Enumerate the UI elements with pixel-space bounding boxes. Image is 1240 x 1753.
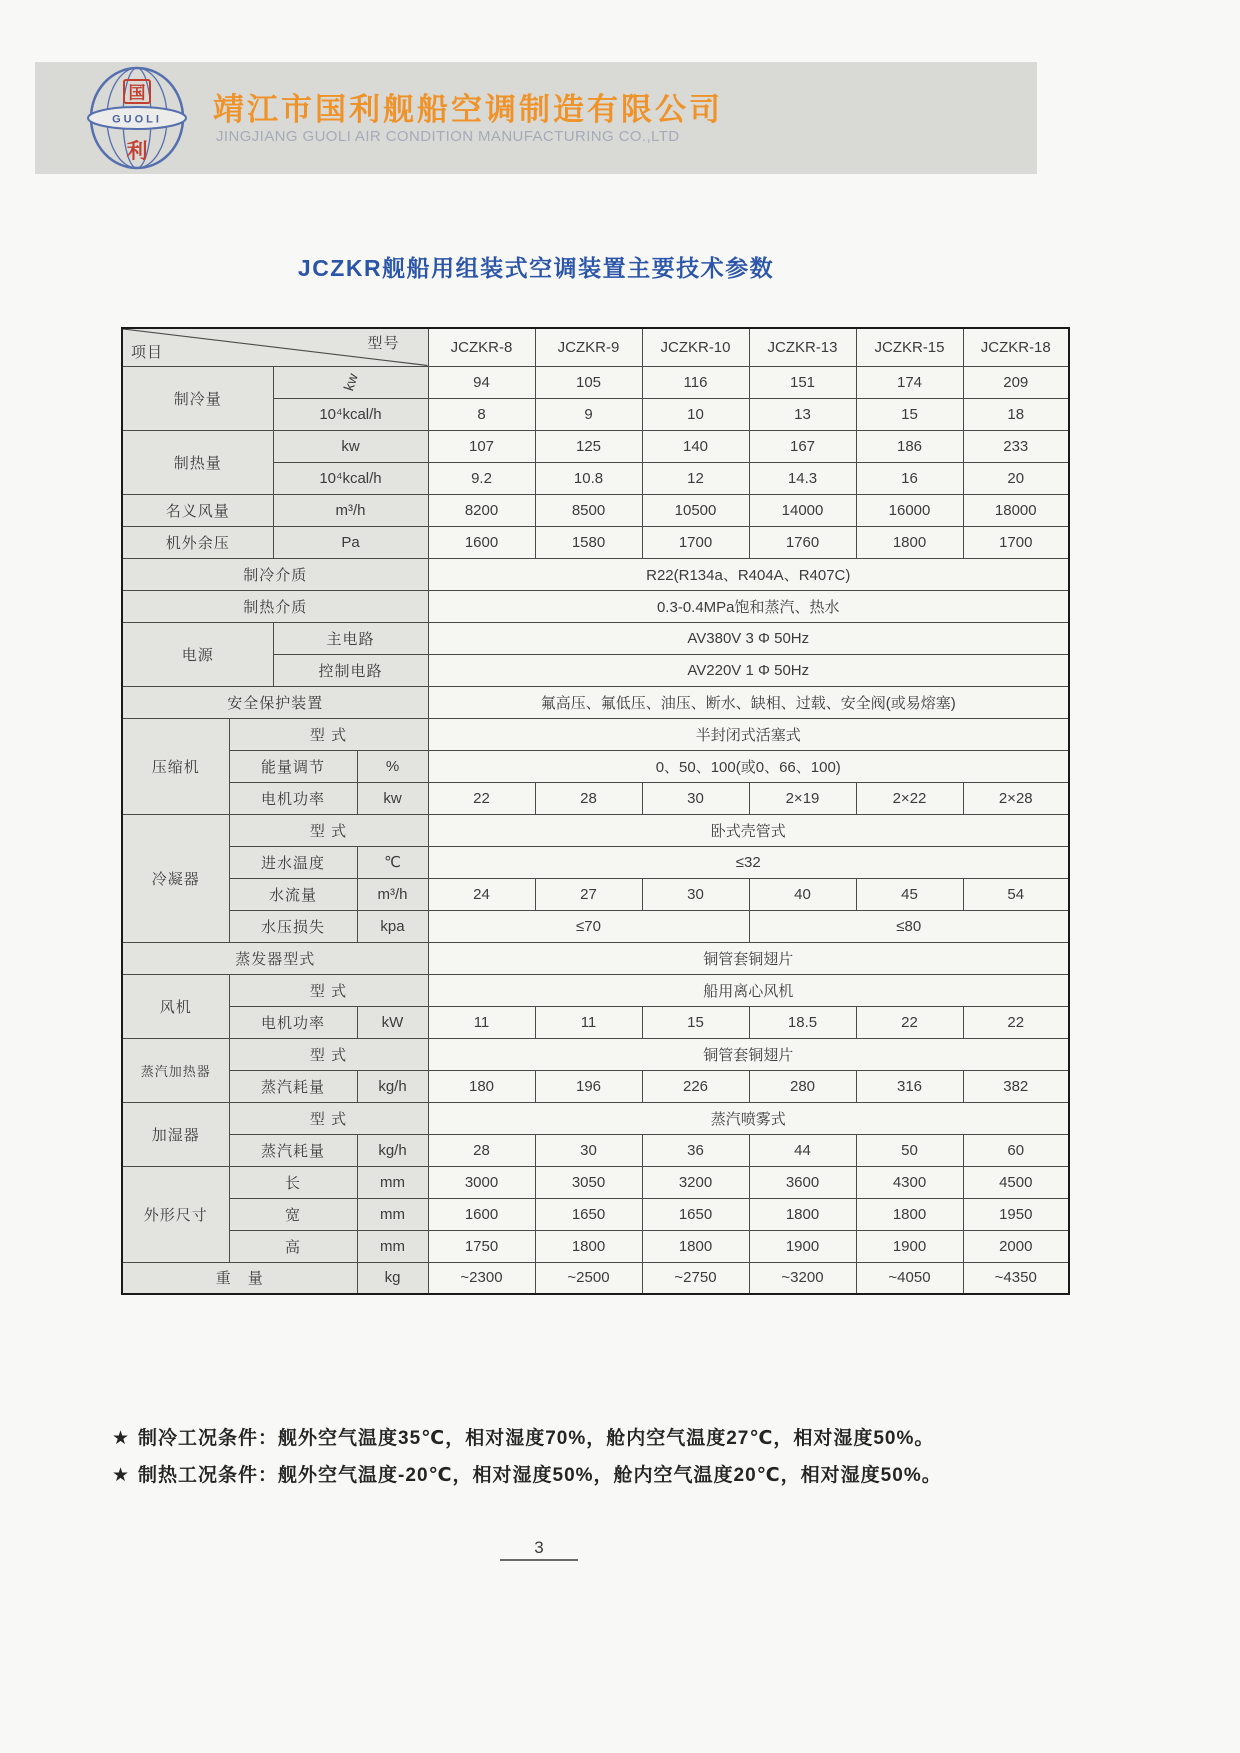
value-cell: 15	[856, 398, 963, 430]
value-cell: 1600	[428, 1198, 535, 1230]
value-cell: 2×22	[856, 782, 963, 814]
table-row	[122, 1166, 1069, 1198]
table-row	[122, 846, 1069, 878]
value-cell: 1650	[642, 1198, 749, 1230]
unit-kgh: kg/h	[357, 1070, 428, 1102]
table-row	[122, 1134, 1069, 1166]
value-cell: 30	[642, 878, 749, 910]
model-header: JCZKR-10	[642, 328, 749, 366]
value-cell: 11	[535, 1006, 642, 1038]
label-water-loss: 水压损失	[229, 910, 357, 942]
value-cell: ~2750	[642, 1262, 749, 1294]
value-inlet-temp: ≤32	[428, 846, 1069, 878]
value-water-loss-right: ≤80	[749, 910, 1069, 942]
unit-mm: mm	[357, 1166, 428, 1198]
value-cell: 1800	[856, 1198, 963, 1230]
company-name: 靖江市国利舰船空调制造有限公司	[213, 92, 723, 127]
model-header: JCZKR-9	[535, 328, 642, 366]
label-water-flow: 水流量	[229, 878, 357, 910]
value-cell: 1800	[535, 1230, 642, 1262]
table-row	[122, 590, 1069, 622]
star-icon: ★	[112, 1428, 131, 1449]
value-cell: 20	[963, 462, 1069, 494]
value-cell: 1600	[428, 526, 535, 558]
unit-kg: kg	[357, 1262, 428, 1294]
model-header: JCZKR-15	[856, 328, 963, 366]
table-row	[122, 974, 1069, 1006]
value-cell: 13	[749, 398, 856, 430]
star-icon: ★	[112, 1465, 131, 1486]
table-row	[122, 494, 1069, 526]
value-cell: ~2300	[428, 1262, 535, 1294]
value-cell: ~4050	[856, 1262, 963, 1294]
value-cell: 209	[963, 366, 1069, 398]
value-cell: 11	[428, 1006, 535, 1038]
model-header: JCZKR-18	[963, 328, 1069, 366]
value-cell: 4500	[963, 1166, 1069, 1198]
unit-celsius: ℃	[357, 846, 428, 878]
value-cell: 1950	[963, 1198, 1069, 1230]
value-cell: 107	[428, 430, 535, 462]
unit-kw: kw	[357, 782, 428, 814]
value-cell: 167	[749, 430, 856, 462]
label-type: 型 式	[229, 814, 428, 846]
table-row	[122, 558, 1069, 590]
unit-kcal: 10⁴kcal/h	[273, 398, 428, 430]
value-cell: 45	[856, 878, 963, 910]
unit-pa: Pa	[273, 526, 428, 558]
table-row	[122, 1038, 1069, 1070]
value-cell: 8	[428, 398, 535, 430]
table-row	[122, 1006, 1069, 1038]
label-condenser: 冷凝器	[122, 814, 229, 942]
value-cell: 28	[428, 1134, 535, 1166]
value-cell: 94	[428, 366, 535, 398]
label-type: 型 式	[229, 1038, 428, 1070]
page-number: 3	[500, 1538, 578, 1561]
value-cell: 1900	[749, 1230, 856, 1262]
logo-top-char: 国	[128, 83, 146, 103]
table-row	[122, 1230, 1069, 1262]
unit-m3h: m³/h	[357, 878, 428, 910]
value-evaporator: 铜管套铜翅片	[428, 942, 1069, 974]
unit-m3h: m³/h	[273, 494, 428, 526]
value-cell: 14.3	[749, 462, 856, 494]
label-main-circuit: 主电路	[273, 622, 428, 654]
value-cell: 9.2	[428, 462, 535, 494]
value-humidifier-type: 蒸汽喷雾式	[428, 1102, 1069, 1134]
value-cell: 22	[428, 782, 535, 814]
note-heating-condition	[112, 1457, 942, 1494]
value-cell: 3200	[642, 1166, 749, 1198]
note-cooling-condition	[112, 1420, 942, 1457]
value-cell: 3000	[428, 1166, 535, 1198]
value-cell: 1800	[749, 1198, 856, 1230]
unit-kw: kW	[357, 1006, 428, 1038]
table-row	[122, 1070, 1069, 1102]
logo-bottom-char: 利	[126, 140, 148, 163]
value-cell: 9	[535, 398, 642, 430]
label-weight: 重 量	[122, 1262, 357, 1294]
value-cell: 1760	[749, 526, 856, 558]
table-header-row	[122, 328, 1069, 366]
value-safety: 氟高压、氟低压、油压、断水、缺相、过载、安全阀(或易熔塞)	[428, 686, 1069, 718]
value-cell: 116	[642, 366, 749, 398]
label-control-circuit: 控制电路	[273, 654, 428, 686]
value-cell: 4300	[856, 1166, 963, 1198]
value-refrigerant: R22(R134a、R404A、R407C)	[428, 558, 1069, 590]
label-heat-medium: 制热介质	[122, 590, 428, 622]
value-cell: 1650	[535, 1198, 642, 1230]
page-title: JCZKR舰船用组装式空调装置主要技术参数	[297, 255, 775, 281]
value-condenser-type: 卧式壳管式	[428, 814, 1069, 846]
company-name-en: JINGJIANG GUOLI AIR CONDITION MANUFACTURING CO.,LTD	[216, 128, 680, 145]
unit-kpa: kpa	[357, 910, 428, 942]
value-cell: 1750	[428, 1230, 535, 1262]
value-cell: 16	[856, 462, 963, 494]
value-cell: 18.5	[749, 1006, 856, 1038]
value-main-circuit: AV380V 3 Φ 50Hz	[428, 622, 1069, 654]
value-cell: 2×28	[963, 782, 1069, 814]
table-row	[122, 686, 1069, 718]
table-row	[122, 526, 1069, 558]
value-cell: 105	[535, 366, 642, 398]
unit-mm: mm	[357, 1198, 428, 1230]
value-cell: 54	[963, 878, 1069, 910]
value-cell: 2000	[963, 1230, 1069, 1262]
value-cell: 8200	[428, 494, 535, 526]
value-fan-type: 船用离心风机	[428, 974, 1069, 1006]
note-text: 制冷工况条件：舰外空气温度35℃，相对湿度70%，舱内空气温度27℃，相对湿度50%。	[138, 1428, 935, 1449]
table-row	[122, 1262, 1069, 1294]
value-cell: ~4350	[963, 1262, 1069, 1294]
value-cell: 8500	[535, 494, 642, 526]
label-length: 长	[229, 1166, 357, 1198]
value-cell: 280	[749, 1070, 856, 1102]
footnotes	[112, 1420, 942, 1494]
logo-banner-text: GUOLI	[112, 113, 162, 126]
model-header: JCZKR-13	[749, 328, 856, 366]
value-cell: 1700	[963, 526, 1069, 558]
value-cell: 186	[856, 430, 963, 462]
label-steam-heater: 蒸汽加热器	[122, 1038, 229, 1102]
table-row	[122, 718, 1069, 750]
table-row	[122, 1198, 1069, 1230]
label-height: 高	[229, 1230, 357, 1262]
table-row	[122, 366, 1069, 398]
value-cell: 10	[642, 398, 749, 430]
label-dimensions: 外形尺寸	[122, 1166, 229, 1262]
value-cell: 50	[856, 1134, 963, 1166]
value-cell: 28	[535, 782, 642, 814]
value-cell: 3050	[535, 1166, 642, 1198]
value-cell: 10500	[642, 494, 749, 526]
label-inlet-temp: 进水温度	[229, 846, 357, 878]
label-steam-consumption: 蒸汽耗量	[229, 1134, 357, 1166]
value-cell: 14000	[749, 494, 856, 526]
label-static-pressure: 机外余压	[122, 526, 273, 558]
value-cell: 174	[856, 366, 963, 398]
value-cell: 30	[535, 1134, 642, 1166]
value-cell: 1580	[535, 526, 642, 558]
unit-kw: kw	[273, 366, 428, 398]
table-row	[122, 1102, 1069, 1134]
label-evaporator: 蒸发器型式	[122, 942, 428, 974]
value-cell: 12	[642, 462, 749, 494]
label-cooling-capacity: 制冷量	[122, 366, 273, 430]
value-cell: 140	[642, 430, 749, 462]
header-band	[35, 62, 1037, 174]
table-row	[122, 750, 1069, 782]
value-cell: 60	[963, 1134, 1069, 1166]
label-heating-capacity: 制热量	[122, 430, 273, 494]
label-power: 电源	[122, 622, 273, 686]
table-row	[122, 878, 1069, 910]
value-cell: 16000	[856, 494, 963, 526]
value-cell: 18	[963, 398, 1069, 430]
value-cell: 40	[749, 878, 856, 910]
table-row	[122, 782, 1069, 814]
model-header: JCZKR-8	[428, 328, 535, 366]
value-cell: 1800	[856, 526, 963, 558]
label-motor-power: 电机功率	[229, 782, 357, 814]
value-heat-medium: 0.3-0.4MPa饱和蒸汽、热水	[428, 590, 1069, 622]
value-cell: 1700	[642, 526, 749, 558]
label-type: 型 式	[229, 718, 428, 750]
value-cell: 44	[749, 1134, 856, 1166]
value-cell: 2×19	[749, 782, 856, 814]
label-width: 宽	[229, 1198, 357, 1230]
value-steam-heater-type: 铜管套铜翅片	[428, 1038, 1069, 1070]
unit-kgh: kg/h	[357, 1134, 428, 1166]
label-motor-power: 电机功率	[229, 1006, 357, 1038]
corner-label-model: 型号	[367, 335, 400, 352]
value-cell: 30	[642, 782, 749, 814]
corner-label-item: 项目	[131, 343, 164, 361]
value-cell: 196	[535, 1070, 642, 1102]
label-type: 型 式	[229, 974, 428, 1006]
value-energy-control: 0、50、100(或0、66、100)	[428, 750, 1069, 782]
note-text: 制热工况条件：舰外空气温度-20℃，相对湿度50%，舱内空气温度20℃，相对湿度50%。	[138, 1465, 942, 1486]
table-row	[122, 910, 1069, 942]
table-row	[122, 942, 1069, 974]
value-cell: 1900	[856, 1230, 963, 1262]
table-row	[122, 622, 1069, 654]
corner-cell	[122, 328, 428, 366]
label-type: 型 式	[229, 1102, 428, 1134]
value-compressor-type: 半封闭式活塞式	[428, 718, 1069, 750]
value-cell: 316	[856, 1070, 963, 1102]
value-cell: 27	[535, 878, 642, 910]
value-cell: 125	[535, 430, 642, 462]
value-cell: ~2500	[535, 1262, 642, 1294]
label-fan: 风机	[122, 974, 229, 1038]
unit-kw: kw	[273, 430, 428, 462]
label-steam-consumption: 蒸汽耗量	[229, 1070, 357, 1102]
value-control-circuit: AV220V 1 Φ 50Hz	[428, 654, 1069, 686]
label-safety: 安全保护装置	[122, 686, 428, 718]
value-cell: ~3200	[749, 1262, 856, 1294]
unit-percent: %	[357, 750, 428, 782]
value-cell: 180	[428, 1070, 535, 1102]
value-cell: 151	[749, 366, 856, 398]
label-refrigerant: 制冷介质	[122, 558, 428, 590]
value-cell: 233	[963, 430, 1069, 462]
unit-mm: mm	[357, 1230, 428, 1262]
value-cell: 36	[642, 1134, 749, 1166]
unit-kcal: 10⁴kcal/h	[273, 462, 428, 494]
label-energy-control: 能量调节	[229, 750, 357, 782]
spec-table	[121, 327, 1070, 1295]
value-cell: 15	[642, 1006, 749, 1038]
value-cell: 10.8	[535, 462, 642, 494]
value-cell: 22	[963, 1006, 1069, 1038]
value-cell: 382	[963, 1070, 1069, 1102]
company-logo-icon	[87, 65, 187, 171]
label-humidifier: 加湿器	[122, 1102, 229, 1166]
value-water-loss-left: ≤70	[428, 910, 749, 942]
value-cell: 226	[642, 1070, 749, 1102]
table-row	[122, 814, 1069, 846]
value-cell: 3600	[749, 1166, 856, 1198]
value-cell: 1800	[642, 1230, 749, 1262]
value-cell: 22	[856, 1006, 963, 1038]
value-cell: 18000	[963, 494, 1069, 526]
label-compressor: 压缩机	[122, 718, 229, 814]
table-row	[122, 430, 1069, 462]
label-airflow: 名义风量	[122, 494, 273, 526]
value-cell: 24	[428, 878, 535, 910]
